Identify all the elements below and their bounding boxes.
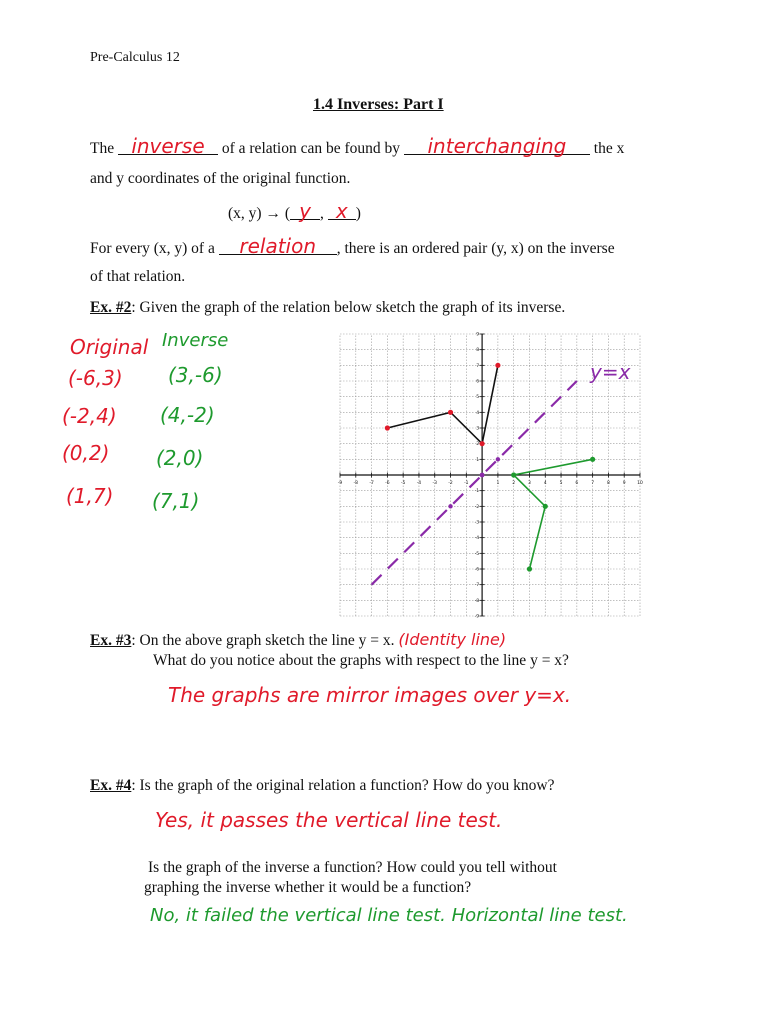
y-tick-label: -7 — [474, 583, 480, 589]
original-heading: Original — [70, 335, 149, 359]
blank-x — [328, 199, 356, 223]
x-tick-label: 6 — [575, 481, 579, 486]
x-tick-label: 2 — [512, 481, 516, 486]
y-tick-label: 8 — [476, 348, 480, 354]
mapping-line — [228, 201, 361, 224]
x-tick-label: 9 — [622, 481, 626, 486]
x-tick-label: 1 — [496, 481, 500, 486]
ex4-answer-1: Yes, it passes the vertical line test. — [155, 808, 503, 832]
ex4-text: : Is the graph of the original relation a function? How do you know? — [131, 777, 555, 794]
answer-x: x — [335, 199, 348, 223]
intro-mid: of a relation can be found by — [221, 140, 401, 157]
x-tick-label: -4 — [416, 481, 422, 486]
blank-interchanging — [404, 134, 590, 158]
x-tick-label: -5 — [400, 481, 406, 486]
relation-line-1 — [90, 236, 615, 259]
y-tick-label: 2 — [476, 442, 480, 448]
x-tick-label: -6 — [385, 481, 390, 486]
mapping-close: ) — [355, 205, 361, 222]
mapping-pre: (x, y) → ( — [228, 205, 290, 222]
ex4-question-2-line-1: Is the graph of the inverse a function? How could you tell without — [148, 859, 557, 876]
x-tick-label: 8 — [606, 481, 610, 486]
original-point: (1,7) — [66, 484, 114, 508]
x-tick-label: 7 — [591, 481, 595, 486]
inverse-heading: Inverse — [162, 330, 229, 351]
y-tick-label: 6 — [476, 379, 480, 385]
series-line-green — [514, 459, 593, 569]
y-tick-label: 4 — [476, 410, 480, 416]
original-point: (-6,3) — [68, 366, 123, 390]
identity-point — [496, 457, 500, 461]
ex4-question-2-line-2: graphing the inverse whether it would be a function? — [144, 879, 472, 896]
x-tick-label: 4 — [543, 481, 547, 486]
identity-origin-point — [480, 473, 485, 478]
ex4-answer-2: No, it failed the vertical line test. Horizontal line test. — [150, 905, 628, 926]
y-tick-label: 9 — [476, 332, 480, 338]
page-title: 1.4 Inverses: Part I — [313, 96, 444, 113]
every-post: , there is an ordered pair (y, x) on the inverse — [336, 240, 615, 257]
x-tick-label: -1 — [464, 481, 469, 486]
every-pre: For every (x, y) of a — [90, 240, 215, 257]
y-tick-label: -6 — [474, 567, 480, 573]
data-point-black — [448, 410, 453, 415]
y-tick-label: -4 — [474, 536, 480, 542]
y-tick-label: -2 — [474, 504, 480, 510]
blank-inverse — [118, 134, 218, 158]
x-tick-label: -2 — [448, 481, 453, 486]
x-tick-label: 3 — [528, 481, 531, 486]
ex2-prompt — [90, 298, 565, 318]
y-tick-label: 3 — [476, 426, 480, 432]
intro-line-2: and y coordinates of the original function. — [90, 170, 351, 187]
mapping-comma: , — [320, 205, 324, 222]
ex3-note: (Identity line) — [398, 630, 507, 649]
intro-line-1 — [90, 136, 624, 159]
data-point-green — [527, 566, 532, 571]
series-line-black — [387, 365, 498, 443]
inverse-point: (7,1) — [152, 489, 200, 513]
y-tick-label: 7 — [476, 363, 480, 369]
answer-y: y — [299, 199, 311, 223]
ex2-label: Ex. #2 — [90, 299, 132, 316]
y-tick-label: -1 — [474, 489, 480, 495]
y-tick-label: -9 — [474, 614, 480, 620]
answer-relation: relation — [239, 234, 317, 258]
data-point-black — [495, 363, 500, 368]
data-point-black — [480, 441, 485, 446]
ex3-text: : On the above graph sketch the line y = x. — [131, 632, 395, 649]
y-tick-label: 5 — [476, 395, 480, 401]
ex3-question: What do you notice about the graphs with respect to the line y = x? — [153, 652, 569, 669]
x-tick-label: -9 — [337, 481, 343, 486]
inverse-point: (2,0) — [156, 446, 204, 470]
ex4-prompt — [90, 776, 554, 796]
x-tick-label: 10 — [637, 481, 643, 486]
y-tick-label: 1 — [476, 457, 480, 463]
identity-line-label: y=x — [590, 360, 631, 384]
y-tick-label: -5 — [474, 551, 480, 557]
y-tick-label: -8 — [474, 598, 480, 604]
graph-series — [372, 363, 596, 585]
inverse-point: (4,-2) — [160, 403, 215, 427]
intro-end: the x — [593, 140, 625, 157]
inverse-point: (3,-6) — [168, 363, 223, 387]
data-point-green — [511, 472, 516, 477]
intro-the: The — [90, 140, 115, 157]
y-tick-label: -3 — [474, 520, 480, 526]
x-tick-label: 5 — [559, 481, 563, 486]
answer-inverse: inverse — [131, 134, 205, 158]
answer-interchanging: interchanging — [427, 134, 567, 158]
blank-relation — [219, 234, 337, 258]
data-point-black — [385, 425, 390, 430]
ex2-text: : Given the graph of the relation below sketch the graph of its inverse. — [131, 299, 566, 316]
x-tick-label: -3 — [432, 481, 437, 486]
ex3-answer: The graphs are mirror images over y=x. — [168, 683, 572, 707]
identity-point — [448, 504, 452, 508]
ex3-prompt — [90, 630, 506, 651]
original-point: (0,2) — [62, 441, 110, 465]
x-tick-label: -7 — [369, 481, 374, 486]
relation-line-2: of that relation. — [90, 268, 186, 285]
original-point: (-2,4) — [62, 404, 117, 428]
course-header: Pre-Calculus 12 — [90, 50, 180, 65]
data-point-green — [543, 504, 548, 509]
blank-y — [290, 199, 320, 223]
x-tick-label: -8 — [353, 481, 359, 486]
ex4-label: Ex. #4 — [90, 777, 132, 794]
data-point-green — [590, 457, 595, 462]
ex3-label: Ex. #3 — [90, 632, 132, 649]
